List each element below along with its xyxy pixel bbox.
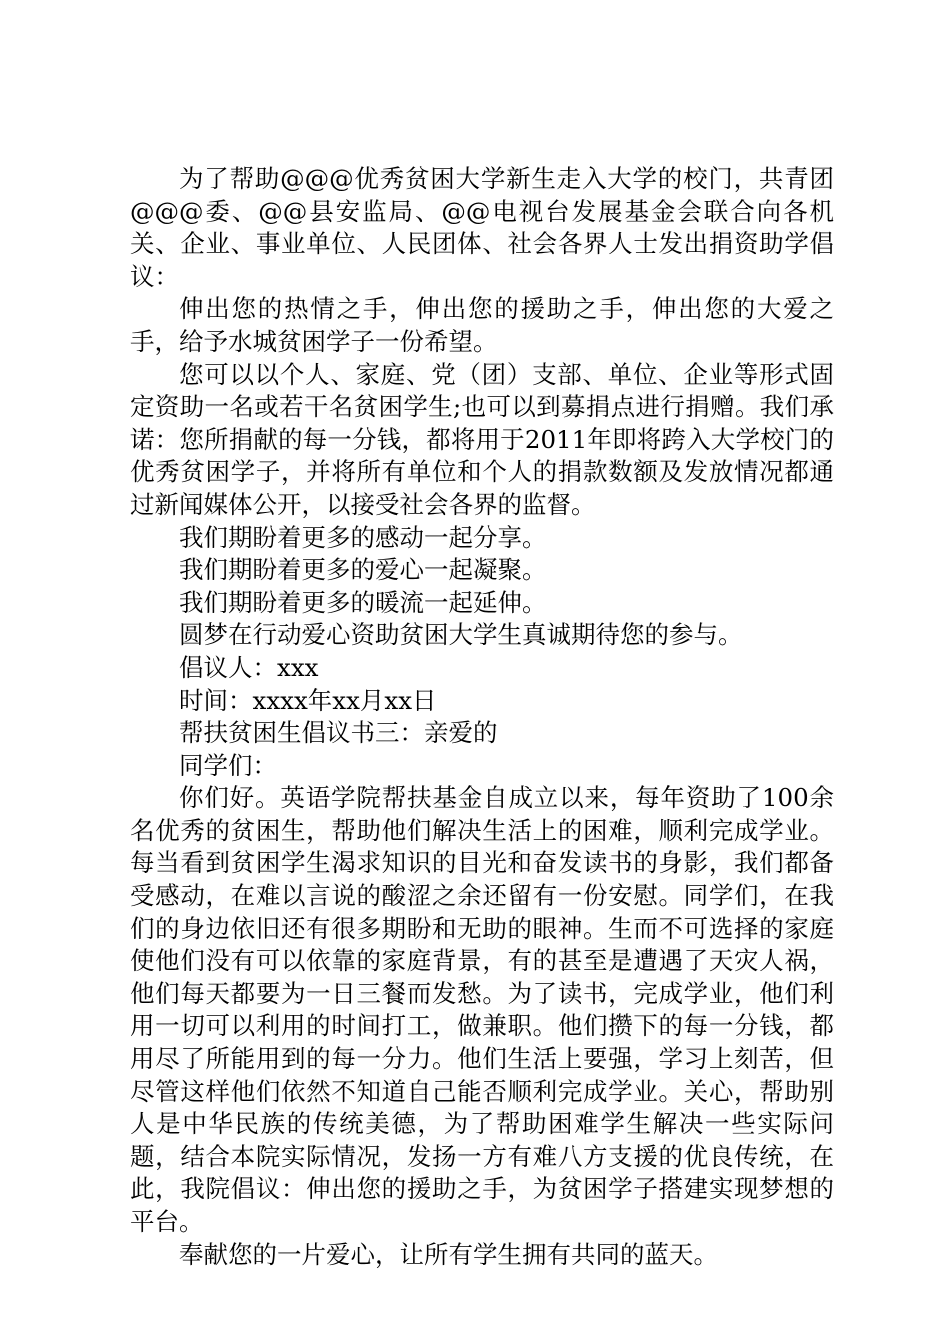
paragraph-commitment: 您可以以个人、家庭、党（团）支部、单位、企业等形式固定资助一名或若干名贫困学生;也可以到募捐点进行捐赠。我们承诺：您所捐献的每一分钱，都将用于2011年即将跨入大学校门的优秀贫困学子，并将所有单位和个人的捐款数额及发放情况都通过新闻媒体公开，以接受社会各界的监督。 — [130, 359, 834, 519]
paragraph-invitation: 圆梦在行动爱心资助贫困大学生真诚期待您的参与。 — [179, 620, 743, 650]
document-body — [130, 163, 834, 1271]
paragraph-hope-extend: 我们期盼着更多的暖流一起延伸。 — [179, 587, 547, 617]
paragraph-initiator: 倡议人：xxx — [179, 652, 319, 682]
paragraph-closing: 奉献您的一片爱心，让所有学生拥有共同的蓝天。 — [179, 1239, 718, 1269]
paragraph-salutation: 同学们： — [179, 750, 277, 780]
paragraph-main-body: 你们好。英语学院帮扶基金自成立以来，每年资助了100余名优秀的贫困生，帮助他们解决生活上的困难，顺利完成学业。每当看到贫困学生渴求知识的目光和奋发读书的身影，我们都备受感动，在难以言说的酸涩之余还留有一份安慰。同学们，在我们的身边依旧还有很多期盼和无助的眼神。生而不可选择的家庭使他们没有可以依靠的家庭背景，有的甚至是遭遇了天灾人祸，他们每天都要为一日三餐而发愁。为了读书，完成学业，他们利用一切可以利用的时间打工，做兼职。他们攒下的每一分钱，都用尽了所能用到的每一分力。他们生活上要强，学习上刻苦，但尽管这样他们依然不知道自己能否顺利完成学业。关心，帮助别人是中华民族的传统美德，为了帮助困难学生解决一些实际问题，结合本院实际情况，发扬一方有难八方支援的优良传统，在此，我院倡议：伸出您的援助之手，为贫困学子搭建实现梦想的平台。 — [130, 783, 834, 1236]
paragraph-hope-share: 我们期盼着更多的感动一起分享。 — [179, 522, 547, 552]
paragraph-intro: 为了帮助@@@优秀贫困大学新生走入大学的校门，共青团@@@委、@@县安监局、@@电视台发展基金会联合向各机关、企业、事业单位、人民团体、社会各界人士发出捐资助学倡议： — [130, 164, 834, 291]
paragraph-hope-gather: 我们期盼着更多的爱心一起凝聚。 — [179, 555, 547, 585]
paragraph-appeal: 伸出您的热情之手，伸出您的援助之手，伸出您的大爱之手，给予水城贫困学子一份希望。 — [130, 294, 834, 356]
paragraph-section-title: 帮扶贫困生倡议书三：亲爱的 — [179, 718, 498, 748]
paragraph-date: 时间：xxxx年xx月xx日 — [179, 685, 437, 715]
